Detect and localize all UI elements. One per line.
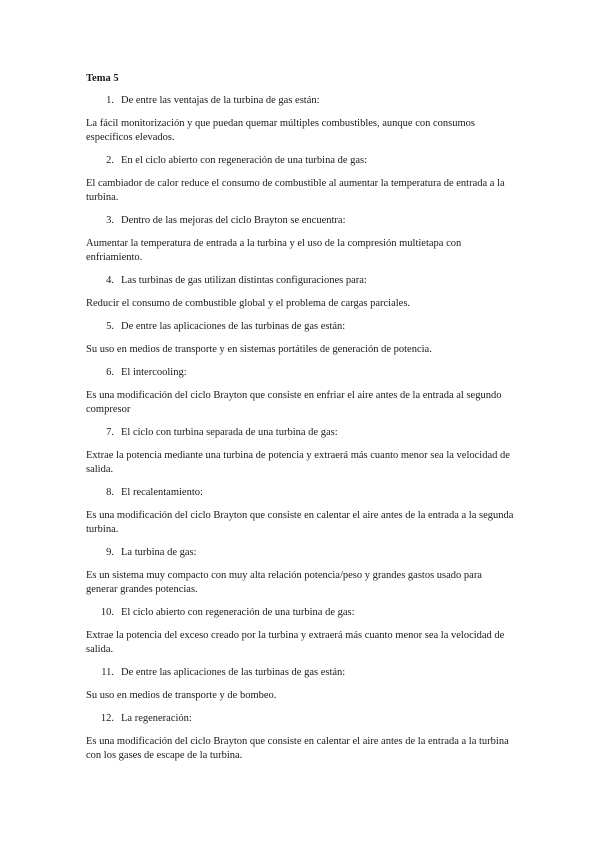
question-item-9 <box>86 546 516 597</box>
question-text: El ciclo con turbina separada de una turbina de gas: <box>121 427 338 438</box>
question-number: 2. <box>106 155 114 166</box>
question-number: 7. <box>106 427 114 438</box>
answer-text: Es una modificación del ciclo Brayton que consiste en enfriar el aire antes de la entrada al segundo compresor <box>86 390 502 415</box>
question-text: El ciclo abierto con regeneración de una turbina de gas: <box>121 607 355 618</box>
question-item-11 <box>86 666 516 703</box>
question <box>86 486 516 500</box>
question <box>86 320 516 334</box>
question-item-3 <box>86 214 516 265</box>
question-item-2 <box>86 154 516 205</box>
question <box>86 366 516 380</box>
document-title: Tema 5 <box>86 73 119 84</box>
document-page <box>86 72 516 772</box>
question-text: De entre las aplicaciones de las turbinas de gas están: <box>121 667 346 678</box>
question-item-5 <box>86 320 516 357</box>
question <box>86 666 516 680</box>
question-number: 6. <box>106 367 114 378</box>
question-text: De entre las aplicaciones de las turbinas de gas están: <box>121 321 346 332</box>
question-number: 5. <box>106 321 114 332</box>
answer-text: Su uso en medios de transporte y de bombeo. <box>86 690 277 701</box>
answer-text: Aumentar la temperatura de entrada a la turbina y el uso de la compresión multietapa con enfriamiento. <box>86 238 462 263</box>
answer-text: La fácil monitorización y que puedan quemar múltiples combustibles, aunque con consumos específicos elevados. <box>86 118 475 143</box>
answer-text: Es una modificación del ciclo Brayton que consiste en calentar el aire antes de la entrada a la segunda turbina. <box>86 510 514 535</box>
question-item-12 <box>86 712 516 763</box>
question <box>86 154 516 168</box>
question-text: El intercooling: <box>121 367 187 378</box>
question-number: 1. <box>106 95 114 106</box>
question <box>86 274 516 288</box>
question-item-7 <box>86 426 516 477</box>
question-number: 12. <box>100 713 114 724</box>
question <box>86 94 516 108</box>
question <box>86 712 516 726</box>
question <box>86 426 516 440</box>
answer-text: Extrae la potencia mediante una turbina de potencia y extraerá más cuanto menor sea la velocidad de salida. <box>86 450 510 475</box>
question-item-10 <box>86 606 516 657</box>
answer-text: Es un sistema muy compacto con muy alta relación potencia/peso y grandes gastos usado para generar grandes potencias. <box>86 570 482 595</box>
question-number: 3. <box>106 215 114 226</box>
answer-text: Extrae la potencia del exceso creado por la turbina y extraerá más cuanto menor sea la velocidad de salida. <box>86 630 505 655</box>
question-item-4 <box>86 274 516 311</box>
question-number: 10. <box>100 607 114 618</box>
answer-text: Su uso en medios de transporte y en sistemas portátiles de generación de potencia. <box>86 344 432 355</box>
question-text: La turbina de gas: <box>121 547 197 558</box>
question-text: De entre las ventajas de la turbina de gas están: <box>121 95 320 106</box>
question-item-8 <box>86 486 516 537</box>
question-text: Dentro de las mejoras del ciclo Brayton se encuentra: <box>121 215 346 226</box>
question-number: 4. <box>106 275 114 286</box>
answer-text: Es una modificación del ciclo Brayton que consiste en calentar el aire antes de la entrada a la turbina con los gases de escape de la turbina. <box>86 736 509 761</box>
question-item-6 <box>86 366 516 417</box>
answer-text: Reducir el consumo de combustible global y el problema de cargas parciales. <box>86 298 411 309</box>
question-item-1 <box>86 94 516 145</box>
answer-text: El cambiador de calor reduce el consumo de combustible al aumentar la temperatura de entrada a la turbina. <box>86 178 505 203</box>
question-number: 8. <box>106 487 114 498</box>
question-number: 9. <box>106 547 114 558</box>
question <box>86 546 516 560</box>
question <box>86 214 516 228</box>
question-text: Las turbinas de gas utilizan distintas configuraciones para: <box>121 275 367 286</box>
question-text: El recalentamiento: <box>121 487 203 498</box>
question-text: La regeneración: <box>121 713 192 724</box>
question-text: En el ciclo abierto con regeneración de una turbina de gas: <box>121 155 368 166</box>
question <box>86 606 516 620</box>
question-number: 11. <box>101 667 114 678</box>
